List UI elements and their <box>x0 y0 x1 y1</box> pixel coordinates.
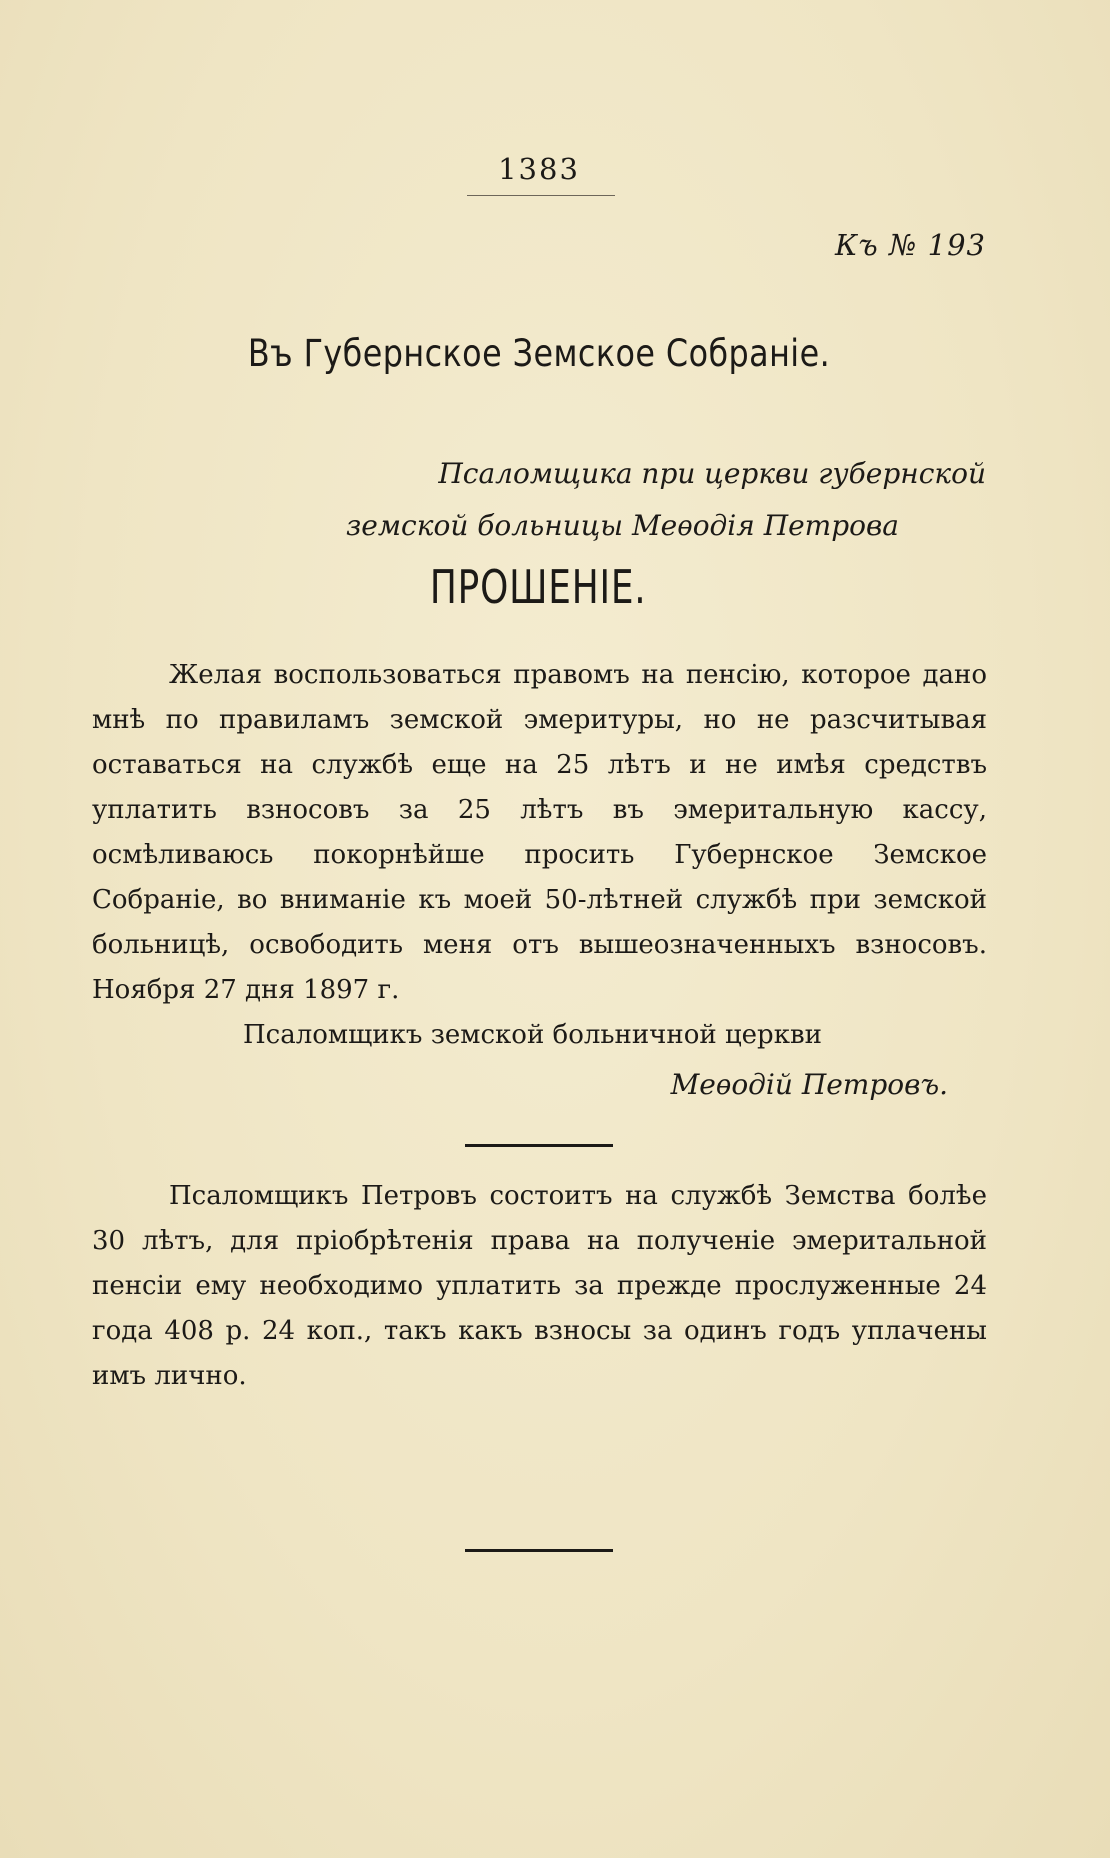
end-divider <box>465 1549 613 1552</box>
page-number-rule <box>467 195 615 196</box>
petition-text: Желая воспользоваться правомъ на пенсію, которое дано мнѣ по правиламъ земской эмеритуры, но не разсчитывая оставаться на службѣ еще на 25 лѣтъ и не имѣя средствъ уплатить взносовъ за 25 лѣтъ въ эмеритальную кассу, осмѣливаюсь покорнѣйше просить Губернское Земское Собраніе, во вниманіе къ моей 50-лѣтней службѣ при земской больницѣ, освободить меня отъ вышеозначенныхъ взносовъ. Ноября 27 дня 1897 г. <box>92 660 987 1005</box>
page-number: 1383 <box>498 152 580 186</box>
note-text: Псаломщикъ Петровъ состоитъ на службѣ Земства болѣе 30 лѣтъ, для пріобрѣтенія права на полученіе эмеритальной пенсіи ему необходимо уплатить за прежде прослуженные 24 года 408 р. 24 коп., такъ какъ взносы за одинъ годъ уплачены имъ лично. <box>92 1181 987 1391</box>
petitioner-line-1: Псаломщика при церкви губернской <box>438 457 986 490</box>
reference-number: Къ № 193 <box>834 228 986 262</box>
petitioner-block <box>346 448 986 552</box>
addressee-heading: Въ Губернское Земское Собраніе. <box>247 332 831 375</box>
document-title: ПРОШЕНІЕ. <box>429 560 647 614</box>
section-divider <box>465 1144 613 1147</box>
petitioner-line-2: земской больницы Меѳодія Петрова <box>346 509 899 542</box>
signature-name: Меѳодій Петровъ. <box>670 1068 948 1101</box>
signature-line: Псаломщикъ земской больничной церкви <box>243 1020 822 1050</box>
